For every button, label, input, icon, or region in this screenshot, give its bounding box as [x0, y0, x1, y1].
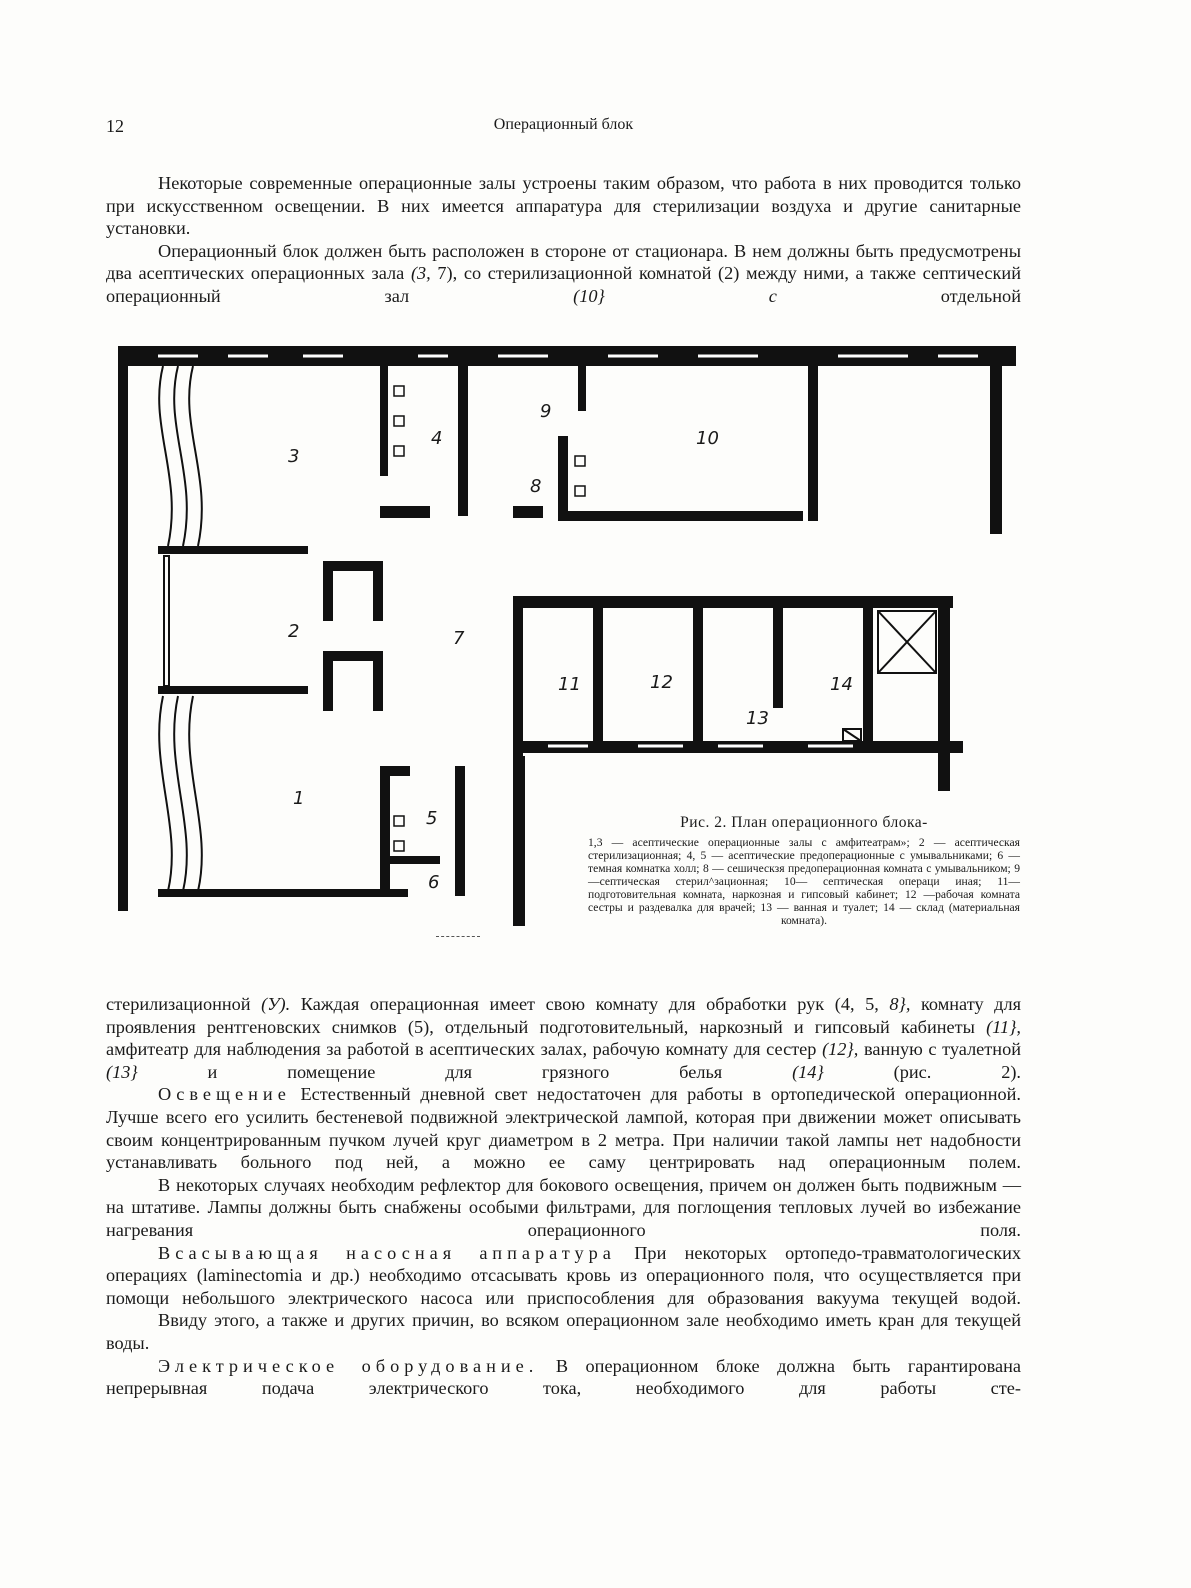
room-label: 13 — [746, 708, 769, 729]
paragraph: Ввиду этого, а также и других причин, во всяком операционном зале необходимо иметь кран для текущей воды. — [106, 1310, 1021, 1353]
room-label: 12 — [650, 672, 673, 693]
room-label: 10 — [696, 428, 719, 449]
bottom-text-block — [106, 993, 1021, 1400]
page-number: 12 — [106, 116, 124, 136]
paragraph: стерилизационной (У). Каждая операционная имеет свою комнату для обработки рук (4, 5, 8}, комнату для проявления рентгеновских снимков (5), отдельный подготовительный, наркозный и гипсовый кабинеты (11}, амфитеатр для наблюдения за работой в асептических залах, рабочую комнату для сестер (12}, ванную с туалетной (13} и помещение для грязного белья (14} (рис. 2). — [106, 994, 1021, 1082]
paragraph: Операционный блок должен быть расположен в стороне от стационара. В нем должны быть предусмотрены два асептических операционных зала (3, 7), со стерилизационной комнатой (2) между ними, а также септический операционный зал (10} с отдельной — [106, 240, 1021, 306]
paragraph: В некоторых случаях необходим рефлектор для бокового освещения, причем он должен быть подвижным — на штативе. Лампы должны быть снабжены особыми фильтрами, для поглощения тепловых лучей во избежание нагревания операционного поля. — [106, 1174, 1021, 1240]
room-label: 11 — [558, 674, 581, 695]
room-label: 14 — [830, 674, 853, 695]
room-label: 5 — [426, 808, 438, 829]
room-label: 4 — [431, 428, 443, 449]
room-label: 9 — [540, 401, 552, 422]
floor-plan-figure — [118, 346, 1023, 966]
room-label: 3 — [288, 446, 300, 467]
room-label: 2 — [288, 621, 300, 642]
top-text-block — [106, 172, 1021, 308]
paragraph: Электрическое оборудование. В операционном блоке должна быть гарантирована непрерывная подача электрического тока, необходимого для работы сте- — [106, 1355, 1022, 1399]
room-label: 1 — [293, 788, 305, 809]
room-label: 6 — [428, 872, 440, 893]
paragraph: Всасывающая насосная аппаратура При некоторых ортопедо-травматологических операциях (laminectomia и др.) необходимо отсасывать кровь из операционного поля, что осуществляется при помощи небольшого электрического насоса или приспособления для образования вакуума текущей водой. — [106, 1242, 1022, 1308]
page-header — [106, 116, 1021, 140]
caption-body: 1,3 — асептические операционные залы с амфитеатрам»; 2 — асептическая стерилизационная; 4, 5 — асептические предоперационные с умывальниками; 6 — темная комнатка холл; 8 — сешическзя предоперационная комната с умывальником; 9—септическая стерил^зационная; 10— септическая операци иная; 11—подготовительная комната, наркозная и гипсовый кабинет; 12 —рабочая комната сестры и раздевалка для врачей; 13 — ванная и туалет; 14 — склад (материальная комната). — [588, 836, 1020, 927]
running-title: Операционный блок — [493, 116, 634, 133]
caption-title: Рис. 2. План операционного блока- — [680, 814, 928, 831]
paragraph: Освещение Естественный дневной свет недостаточен для работы в ортопедической операционной. Лучше всего его усилить бестеневой подвижной электрической лампой, которая при движении может описывать своим концентрированным пучком лучей круг диаметром в 2 метра. При наличии такой лампы нет надобности устанавливать больного под ней, а можно ее саму центрировать над операционным полем. — [106, 1084, 1021, 1173]
room-label: 7 — [453, 628, 465, 649]
figure-caption — [588, 814, 1020, 927]
room-label: 8 — [530, 476, 542, 497]
paragraph: Некоторые современные операционные залы устроены таким образом, что работа в них проводится только при искусственном освещении. В них имеется аппаратура для стерилизации воздуха и другие санитарные установки. — [106, 173, 1021, 239]
stray-mark — [436, 936, 480, 938]
